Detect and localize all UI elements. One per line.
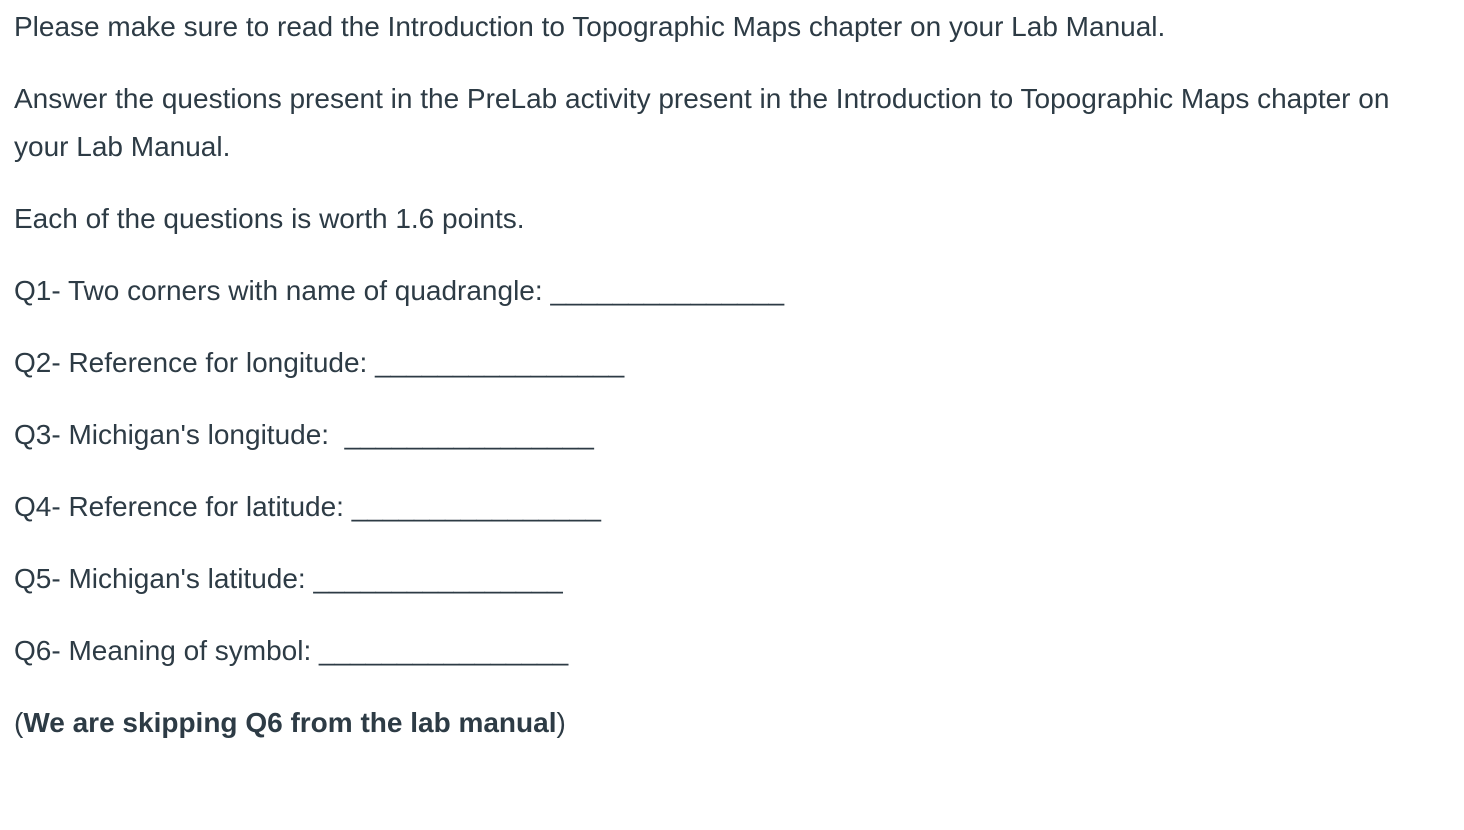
- note-close-paren: ): [556, 707, 566, 738]
- question-label: Q5- Michigan's latitude:: [14, 563, 306, 594]
- question-label: Q4- Reference for latitude:: [14, 491, 344, 522]
- note-bold-text: We are skipping Q6 from the lab manual: [23, 707, 557, 738]
- question-label: Q2- Reference for longitude:: [14, 347, 368, 378]
- assignment-content: [14, 0, 1450, 771]
- skip-note: [14, 699, 1450, 747]
- question-q5: [14, 555, 1450, 603]
- answer-blank: ________________: [313, 563, 563, 594]
- points-notice: Each of the questions is worth 1.6 points.: [14, 203, 525, 234]
- question-q1: [14, 267, 1450, 315]
- question-q4: [14, 483, 1450, 531]
- answer-blank: ________________: [375, 347, 625, 378]
- note-open-paren: (: [14, 707, 24, 738]
- question-q3: [14, 411, 1450, 459]
- answer-blank: _______________: [550, 275, 785, 306]
- question-q2: [14, 339, 1450, 387]
- answer-blank: ________________: [344, 419, 594, 450]
- answer-notice: Answer the questions present in the PreLab activity present in the Introduction to Topographic Maps chapter on your Lab Manual.: [14, 83, 1390, 162]
- answer-blank: ________________: [319, 635, 569, 666]
- question-q6: [14, 627, 1450, 675]
- answer-blank: ________________: [351, 491, 601, 522]
- question-label: Q3- Michigan's longitude:: [14, 419, 330, 450]
- question-label: Q6- Meaning of symbol:: [14, 635, 312, 666]
- read-notice: Please make sure to read the Introduction to Topographic Maps chapter on your Lab Manual.: [14, 11, 1166, 42]
- question-label: Q1- Two corners with name of quadrangle:: [14, 275, 543, 306]
